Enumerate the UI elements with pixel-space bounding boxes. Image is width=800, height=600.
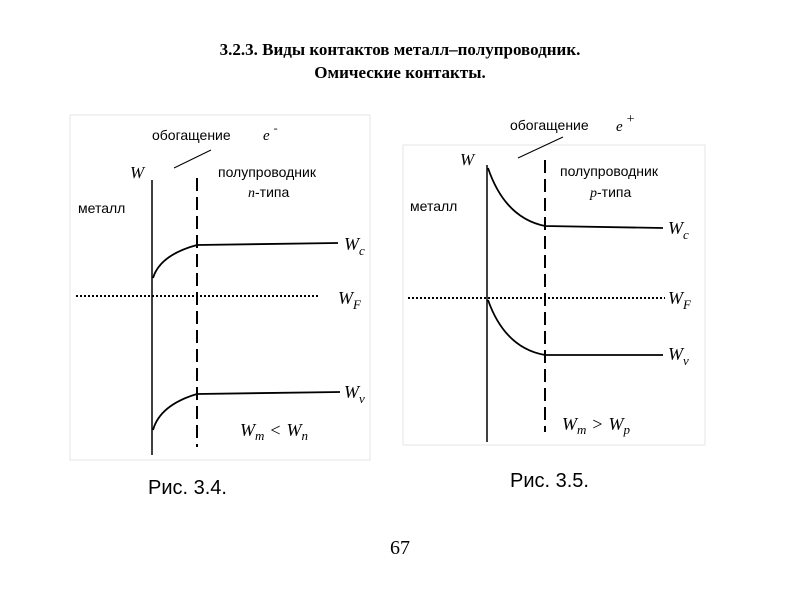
- energy-axis-label: W: [130, 163, 145, 182]
- enrichment-label: обогащение: [152, 127, 231, 143]
- enrichment-pointer: [518, 137, 563, 158]
- semiconductor-type-label: p-типа: [590, 184, 632, 201]
- fermi-level-label: $W_F$: [338, 288, 361, 312]
- semiconductor-label: полупроводник: [218, 164, 316, 180]
- fermi-level-label: $W_F$: [668, 288, 691, 312]
- valence-band-label: $W_v$: [668, 344, 689, 368]
- energy-axis-label: W: [460, 150, 475, 169]
- carrier-label: e -: [263, 121, 278, 144]
- metal-label: металл: [410, 198, 458, 214]
- valence-band-curve: [488, 300, 663, 355]
- semiconductor-label: полупроводник: [560, 163, 658, 179]
- work-function-relation: $W_m > W_p$: [562, 414, 631, 437]
- figure-3-4: [70, 115, 370, 499]
- figure-3-5-frame: [403, 145, 705, 445]
- slide-title-line-2: Омические контакты.: [314, 63, 486, 82]
- conduction-band-curve: [153, 243, 338, 278]
- semiconductor-type-label: n-типа: [248, 184, 290, 201]
- conduction-band-label: $W_c$: [344, 234, 365, 258]
- figure-caption: Рис. 3.5.: [510, 470, 589, 492]
- enrichment-label: обогащение: [510, 117, 589, 133]
- page-number: 67: [390, 537, 410, 559]
- enrichment-pointer: [174, 150, 211, 168]
- figure-3-5: [403, 112, 705, 492]
- figure-caption: Рис. 3.4.: [148, 477, 227, 499]
- work-function-relation: $W_m < W_n$: [240, 420, 309, 443]
- slide-title-line-1: 3.2.3. Виды контактов металл–полупроводник.: [219, 40, 581, 59]
- valence-band-label: $W_v$: [344, 382, 365, 406]
- metal-label: металл: [78, 200, 126, 216]
- carrier-label: e +: [616, 112, 635, 135]
- conduction-band-label: $W_c$: [668, 218, 689, 242]
